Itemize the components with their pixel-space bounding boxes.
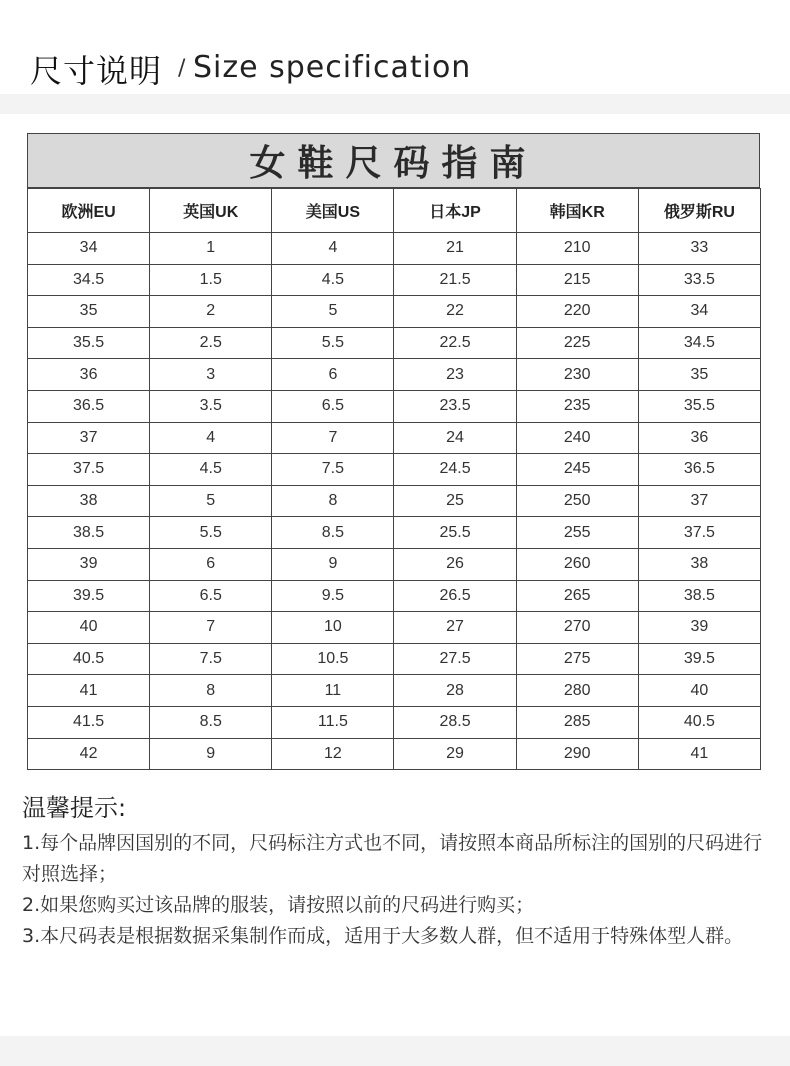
table-cell: 39 [28,548,150,580]
table-cell: 36.5 [28,390,150,422]
table-cell: 38 [28,485,150,517]
table-row [28,264,761,296]
table-cell: 9 [272,548,394,580]
tips-heading: 温馨提示: [22,794,127,822]
tip-item: 1.每个品牌因国别的不同，尺码标注方式也不同，请按照本商品所标注的国别的尺码进行对照选择； [22,832,763,885]
table-cell: 3 [150,359,272,391]
table-cell: 34.5 [28,264,150,296]
table-cell: 3.5 [150,390,272,422]
table-cell: 240 [516,422,638,454]
table-cell: 290 [516,738,638,770]
table-cell: 10 [272,612,394,644]
table-cell: 40 [28,612,150,644]
table-cell: 23 [394,359,516,391]
table-cell: 220 [516,296,638,328]
table-cell: 33 [638,233,760,265]
table-row [28,485,761,517]
page-title-en: Size specification [193,50,472,85]
table-cell: 40.5 [28,643,150,675]
table-header-row [28,189,761,233]
table-cell: 26 [394,548,516,580]
table-cell: 35.5 [28,327,150,359]
column-header: 美国US [272,189,394,233]
page-title-cn: 尺寸说明 [30,52,163,90]
size-chart-title: 女鞋尺码指南 [27,133,760,188]
table-row [28,706,761,738]
table-cell: 24.5 [394,454,516,486]
table-cell: 11 [272,675,394,707]
table-cell: 41 [28,675,150,707]
column-header: 韩国KR [516,189,638,233]
table-cell: 2 [150,296,272,328]
table-cell: 265 [516,580,638,612]
table-row [28,296,761,328]
table-cell: 12 [272,738,394,770]
divider-band-top [0,94,790,114]
tip-item: 2.如果您购买过该品牌的服装，请按照以前的尺码进行购买； [22,894,535,916]
table-cell: 8 [272,485,394,517]
table-row [28,738,761,770]
table-row [28,327,761,359]
table-cell: 37 [28,422,150,454]
table-cell: 5.5 [150,517,272,549]
table-row [28,454,761,486]
divider-band-bottom [0,1036,790,1066]
table-cell: 26.5 [394,580,516,612]
table-cell: 10.5 [272,643,394,675]
tip-item: 3.本尺码表是根据数据采集制作而成，适用于大多数人群，但不适用于特殊体型人群。 [22,925,744,947]
table-cell: 6.5 [150,580,272,612]
table-cell: 39 [638,612,760,644]
table-cell: 28.5 [394,706,516,738]
table-cell: 4.5 [272,264,394,296]
table-cell: 35 [638,359,760,391]
table-cell: 285 [516,706,638,738]
table-cell: 38.5 [28,517,150,549]
table-cell: 225 [516,327,638,359]
column-header: 日本JP [394,189,516,233]
table-row [28,612,761,644]
table-row [28,517,761,549]
title-separator: / [178,56,186,81]
table-cell: 21.5 [394,264,516,296]
table-cell: 210 [516,233,638,265]
table-row [28,422,761,454]
table-cell: 22 [394,296,516,328]
table-cell: 33.5 [638,264,760,296]
column-header: 欧洲EU [28,189,150,233]
table-cell: 37 [638,485,760,517]
table-cell: 38.5 [638,580,760,612]
page-header [0,0,790,94]
table-cell: 40.5 [638,706,760,738]
table-cell: 36 [638,422,760,454]
table-cell: 2.5 [150,327,272,359]
table-row [28,580,761,612]
table-cell: 235 [516,390,638,422]
table-cell: 245 [516,454,638,486]
table-cell: 8 [150,675,272,707]
table-cell: 34 [28,233,150,265]
table-cell: 250 [516,485,638,517]
table-cell: 35.5 [638,390,760,422]
table-cell: 230 [516,359,638,391]
table-cell: 9 [150,738,272,770]
table-cell: 9.5 [272,580,394,612]
table-cell: 27.5 [394,643,516,675]
table-cell: 7.5 [272,454,394,486]
table-cell: 38 [638,548,760,580]
table-cell: 23.5 [394,390,516,422]
table-row [28,390,761,422]
table-cell: 37.5 [638,517,760,549]
table-cell: 40 [638,675,760,707]
table-cell: 4 [272,233,394,265]
table-row [28,548,761,580]
table-cell: 7.5 [150,643,272,675]
table-row [28,675,761,707]
table-cell: 11.5 [272,706,394,738]
table-body [28,233,761,770]
table-cell: 25 [394,485,516,517]
table-cell: 215 [516,264,638,296]
table-cell: 4 [150,422,272,454]
table-cell: 7 [272,422,394,454]
table-cell: 42 [28,738,150,770]
table-cell: 28 [394,675,516,707]
table-cell: 25.5 [394,517,516,549]
table-cell: 6 [150,548,272,580]
table-cell: 29 [394,738,516,770]
table-cell: 5 [272,296,394,328]
table-cell: 8.5 [150,706,272,738]
table-cell: 24 [394,422,516,454]
table-cell: 35 [28,296,150,328]
table-cell: 34 [638,296,760,328]
column-header: 俄罗斯RU [638,189,760,233]
table-cell: 21 [394,233,516,265]
table-cell: 22.5 [394,327,516,359]
table-cell: 34.5 [638,327,760,359]
size-table [27,188,761,770]
table-cell: 8.5 [272,517,394,549]
table-cell: 41.5 [28,706,150,738]
table-cell: 27 [394,612,516,644]
table-row [28,643,761,675]
table-cell: 4.5 [150,454,272,486]
table-row [28,233,761,265]
column-header: 英国UK [150,189,272,233]
table-cell: 37.5 [28,454,150,486]
table-cell: 280 [516,675,638,707]
table-cell: 36 [28,359,150,391]
table-row [28,359,761,391]
table-cell: 260 [516,548,638,580]
table-cell: 270 [516,612,638,644]
table-cell: 36.5 [638,454,760,486]
table-cell: 39.5 [28,580,150,612]
tips-list [22,828,774,952]
table-cell: 6 [272,359,394,391]
table-cell: 39.5 [638,643,760,675]
table-cell: 41 [638,738,760,770]
table-cell: 275 [516,643,638,675]
table-cell: 5 [150,485,272,517]
table-cell: 1.5 [150,264,272,296]
table-cell: 1 [150,233,272,265]
table-cell: 7 [150,612,272,644]
table-cell: 255 [516,517,638,549]
table-cell: 6.5 [272,390,394,422]
table-cell: 5.5 [272,327,394,359]
